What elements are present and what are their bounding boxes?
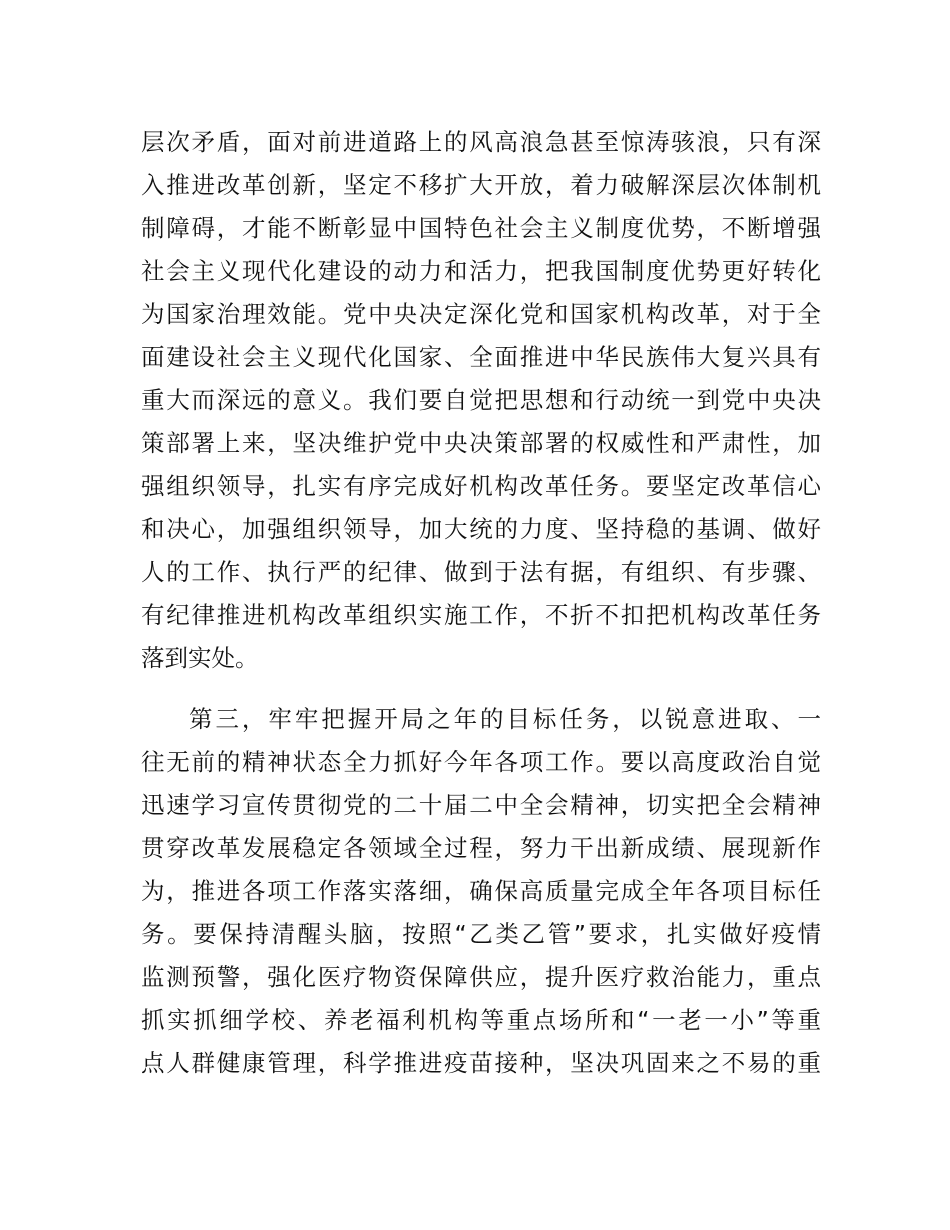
text-line: 落到实处。 bbox=[141, 644, 259, 672]
text-line: 层次矛盾，面对前进道路上的风高浪急甚至惊涛骇浪，只有深 bbox=[141, 128, 821, 156]
text-line: 策部署上来，坚决维护党中央决策部署的权威性和严肃性，加 bbox=[141, 429, 821, 457]
text-line: 社会主义现代化建设的动力和活力，把我国制度优势更好转化 bbox=[141, 257, 821, 285]
text-line: 人的工作、执行严的纪律、做到于法有据，有组织、有步骤、 bbox=[141, 558, 821, 586]
text-line: 抓实抓细学校、养老福利机构等重点场所和“一老一小”等重 bbox=[141, 1006, 821, 1034]
text-line: 点人群健康管理，科学推进疫苗接种，坚决巩固来之不易的重 bbox=[141, 1049, 821, 1077]
text-line: 为国家治理效能。党中央决定深化党和国家机构改革，对于全 bbox=[141, 300, 821, 328]
text-line: 入推进改革创新，坚定不移扩大开放，着力破解深层次体制机 bbox=[141, 171, 821, 199]
text-line: 面建设社会主义现代化国家、全面推进中华民族伟大复兴具有 bbox=[141, 343, 821, 371]
text-line: 重大而深远的意义。我们要自觉把思想和行动统一到党中央决 bbox=[141, 386, 821, 414]
text-line: 制障碍，才能不断彰显中国特色社会主义制度优势，不断增强 bbox=[141, 214, 821, 242]
text-line: 强组织领导，扎实有序完成好机构改革任务。要坚定改革信心 bbox=[141, 472, 821, 500]
text-line: 监测预警，强化医疗物资保障供应，提升医疗救治能力，重点 bbox=[141, 963, 821, 991]
text-line: 和决心，加强组织领导，加大统的力度、坚持稳的基调、做好 bbox=[141, 515, 821, 543]
text-line: 第三，牢牢把握开局之年的目标任务，以锐意进取、一 bbox=[189, 705, 821, 733]
text-line: 务。要保持清醒头脑，按照“乙类乙管”要求，扎实做好疫情 bbox=[141, 920, 821, 948]
text-line: 有纪律推进机构改革组织实施工作，不折不扣把机构改革任务 bbox=[141, 601, 821, 629]
text-line: 贯穿改革发展稳定各领域全过程，努力干出新成绩、展现新作 bbox=[141, 834, 821, 862]
text-line: 往无前的精神状态全力抓好今年各项工作。要以高度政治自觉 bbox=[141, 748, 821, 776]
text-line: 迅速学习宣传贯彻党的二十届二中全会精神，切实把全会精神 bbox=[141, 791, 821, 819]
text-line: 为，推进各项工作落实落细，确保高质量完成全年各项目标任 bbox=[141, 877, 821, 905]
